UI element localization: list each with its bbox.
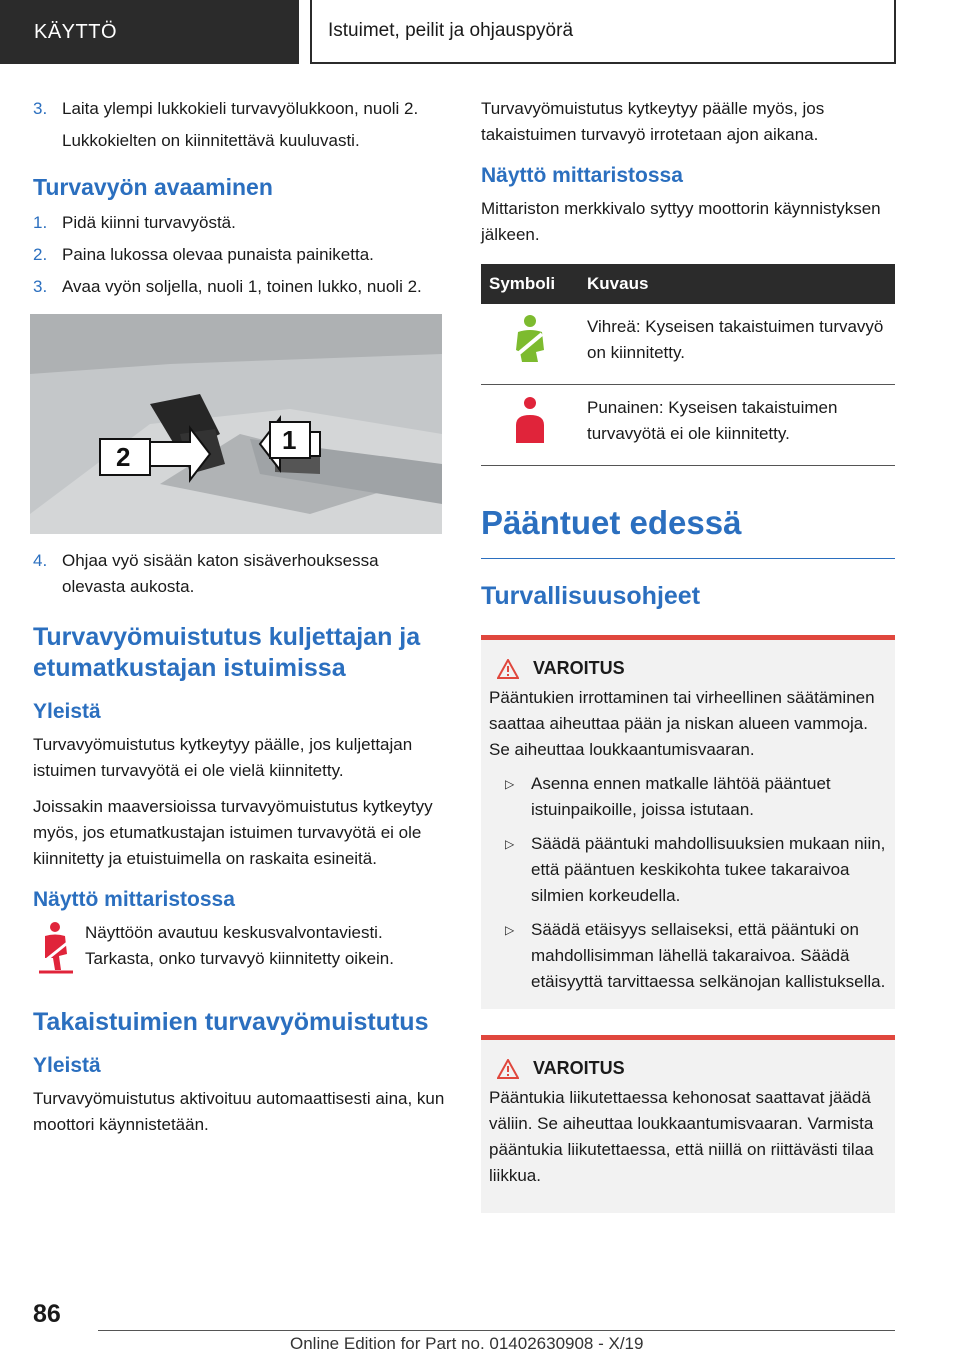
table-header: Symboli (481, 264, 579, 304)
paragraph: Näyttöön avautuu keskusvalvontaviesti. Tarkasta, onko turvavyö kiinnitetty oikein. (85, 923, 394, 968)
header-section: KÄYTTÖ (0, 0, 299, 64)
header-title: Istuimet, peilit ja ohjauspyörä (310, 0, 896, 64)
list-item: ▷ Asenna ennen matkalle lähtöä pääntuet istuinpaikoille, joissa istutaan. (505, 774, 831, 819)
warning-box (481, 1035, 895, 1213)
section-heading: Turvallisuusohjeet (481, 582, 701, 610)
photo-label-1: 1 (282, 425, 297, 455)
section-heading: Turvavyömuistutus kuljettajan ja etumatkustajan istuimissa (33, 623, 421, 682)
section-heading: Takaistuimien turvavyömuistutus (33, 1008, 429, 1036)
table-row (481, 304, 895, 385)
footer-divider (98, 1330, 895, 1331)
page-number: 86 (33, 1300, 61, 1328)
list-item: ▷ Säädä etäisyys sellaiseksi, että pääntuki on mahdollisimman lähellä takaraivoa. Säädä etäisyyttä tarvittaessa selkänojan kallistuksella. (505, 920, 886, 991)
note-text: Lukkokielten on kiinnitettävä kuuluvasti. (62, 131, 360, 150)
warning-box (481, 635, 895, 1009)
list-item: ▷ Säädä pääntuki mahdollisuuksien mukaan niin, että pääntuen keskikohta tukee takaraivoa silmien korkeudella. (505, 834, 886, 905)
chapter-title: Pääntuet edessä (481, 502, 895, 559)
subsection-heading: Näyttö mittaristossa (481, 164, 683, 187)
table-cell: Punainen: Kyseisen takaistuimen turvavyötä ei ole kiinnitetty. (579, 385, 895, 466)
seatbelt-warning-icon (33, 920, 85, 979)
step-item: 3. Avaa vyön soljella, nuoli 1, toinen lukko, nuoli 2. (33, 277, 422, 296)
paragraph: Mittariston merkkivalo syttyy moottorin käynnistyksen jälkeen. (481, 199, 881, 244)
table-header: Kuvaus (579, 264, 895, 304)
step-item: 2. Paina lukossa olevaa punaista painiketta. (33, 245, 374, 264)
warning-text: Pääntukien irrottaminen tai virheellinen säätäminen saattaa aiheuttaa pään ja niskan alueen vammoja. Se aiheuttaa loukkaantumisvaaran. (489, 688, 875, 759)
green-seatbelt-icon (481, 304, 579, 385)
step-item: 3. Laita ylempi lukkokieli turvavyölukkoon, nuoli 2. (33, 99, 419, 118)
table-cell: Vihreä: Kyseisen takaistuimen turvavyö on kiinnitetty. (579, 304, 895, 385)
section-heading: Turvavyön avaaminen (33, 174, 273, 200)
seatbelt-buckle-photo (30, 314, 442, 534)
subsection-heading: Yleistä (33, 1054, 101, 1077)
step-item: 1. Pidä kiinni turvavyöstä. (33, 213, 236, 232)
warning-heading: VAROITUS (489, 1058, 887, 1079)
red-person-icon (481, 385, 579, 466)
right-column (481, 96, 895, 1213)
warning-text: Pääntukia liikutettaessa kehonosat saattavat jäädä väliin. Se aiheuttaa loukkaantumisvaaran. Varmista pääntukia liikutettaessa, että niillä on riittävästi tilaa liikkua. (489, 1088, 874, 1185)
paragraph: Turvavyömuistutus aktivoituu automaattisesti aina, kun moottori käynnistetään. (33, 1089, 445, 1134)
warning-triangle-icon (497, 1059, 519, 1079)
symbol-table (481, 264, 895, 466)
warning-triangle-icon (497, 659, 519, 679)
paragraph: Turvavyömuistutus kytkeytyy päälle myös, jos takaistuimen turvavyö irrotetaan ajon aikana. (481, 99, 825, 144)
paragraph: Joissakin maaversioissa turvavyömuistutus kytkeytyy myös, jos etumatkustajan istuimen turvavyötä ei ole kiinnitetty ja etuistuimella on raskaita esineitä. (33, 797, 433, 868)
left-column (33, 96, 445, 1148)
warning-heading: VAROITUS (489, 658, 887, 679)
display-info (33, 920, 445, 979)
step-item: 4. Ohjaa vyö sisään katon sisäverhouksessa olevasta aukosta. (33, 551, 379, 596)
paragraph: Turvavyömuistutus kytkeytyy päälle, jos kuljettajan istuimen turvavyötä ei ole vielä kiinnitetty. (33, 735, 413, 780)
subsection-heading: Yleistä (33, 700, 101, 723)
table-row (481, 385, 895, 466)
photo-label-2: 2 (116, 442, 131, 472)
footer-edition: Online Edition for Part no. 01402630908 - X/19 (290, 1334, 644, 1353)
subsection-heading: Näyttö mittaristossa (33, 888, 235, 911)
